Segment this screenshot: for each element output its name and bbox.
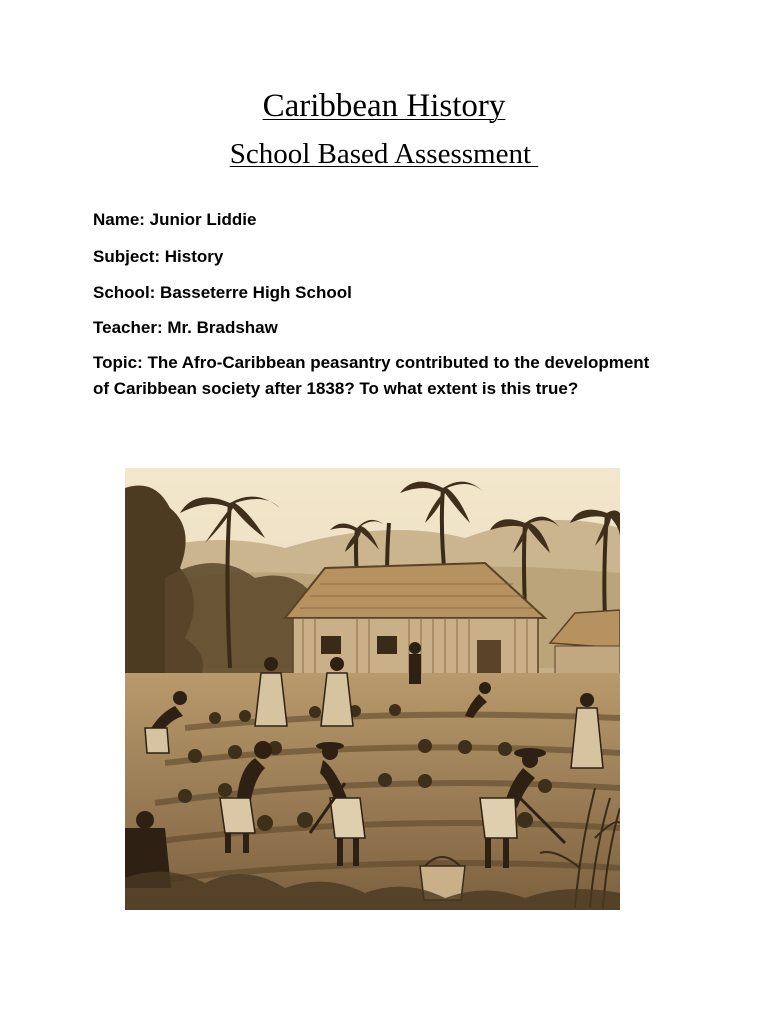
illustration-svg xyxy=(125,468,620,910)
page-title: Caribbean History xyxy=(262,88,506,124)
school-field: School: Basseterre High School xyxy=(93,283,352,302)
plantation-illustration xyxy=(125,468,620,910)
worker-6 xyxy=(409,642,421,684)
hut-door xyxy=(477,640,501,678)
teacher-field: Teacher: Mr. Bradshaw xyxy=(93,318,278,337)
hut-window-right xyxy=(377,636,397,654)
hut-window-left xyxy=(321,636,341,654)
subject-field: Subject: History xyxy=(93,247,224,266)
topic-field: Topic: The Afro-Caribbean peasantry contributed to the development of Caribbean society after 1838? To what extent is this true? xyxy=(93,353,650,398)
student-name: Name: Junior Liddie xyxy=(93,210,257,229)
page-subtitle: School Based Assessment xyxy=(229,138,539,170)
